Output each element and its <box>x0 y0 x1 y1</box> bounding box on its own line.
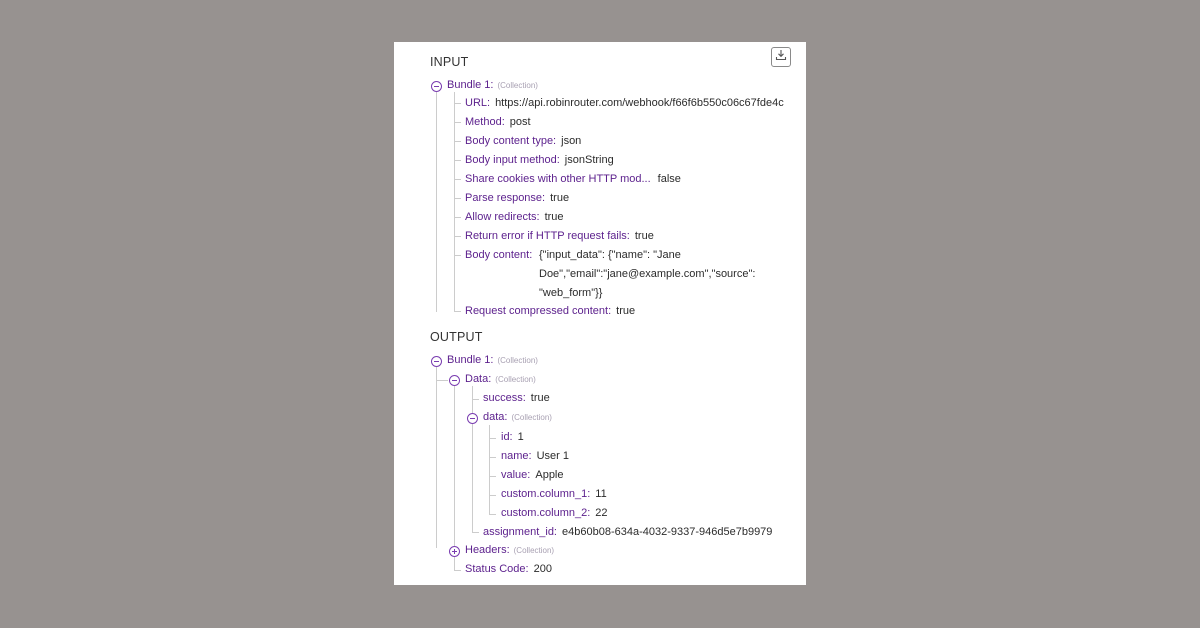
success-key: success: <box>483 392 526 404</box>
tree-line <box>436 367 437 548</box>
input-section-title: INPUT <box>430 55 469 69</box>
inner-data-label: data: <box>483 411 508 423</box>
url-value: https://api.robinrouter.com/webhook/f66f6b550c06c67fde4c <box>495 97 784 109</box>
body-content-line: "web_form"}} <box>539 287 603 299</box>
value-key: value: <box>501 469 531 481</box>
download-button[interactable] <box>771 47 791 67</box>
body-content-value <box>539 246 755 303</box>
data-label: Data: <box>465 373 492 385</box>
tree-line <box>436 380 448 381</box>
collection-tag: (Collection) <box>495 375 536 384</box>
headers-label: Headers: <box>465 544 510 556</box>
name-row <box>501 447 569 466</box>
custom-column-1-value: 11 <box>595 488 607 500</box>
custom-column-2-key: custom.column_2: <box>501 507 591 519</box>
output-bundle-row[interactable] <box>447 351 538 370</box>
tree-line <box>454 217 461 218</box>
success-row <box>483 389 550 408</box>
tree-line <box>454 92 455 312</box>
body-content-line: Doe","email":"jane@example.com","source": <box>539 268 756 280</box>
collection-tag: (Collection) <box>511 413 552 422</box>
status-code-row <box>465 560 552 579</box>
id-value: 1 <box>517 431 524 443</box>
url-row <box>465 94 784 113</box>
output-bundle-label: Bundle 1: <box>447 354 494 366</box>
tree-line <box>454 122 461 123</box>
body-content-type-row <box>465 132 581 151</box>
id-row <box>501 428 524 447</box>
tree-line <box>454 570 461 571</box>
expand-headers-toggle[interactable] <box>449 546 460 557</box>
parse-response-row <box>465 189 569 208</box>
return-error-row <box>465 227 654 246</box>
method-value: post <box>509 116 531 128</box>
output-section-title: OUTPUT <box>430 330 483 344</box>
value-value: Apple <box>535 469 564 481</box>
return-error-value: true <box>634 230 654 242</box>
collapse-data-toggle[interactable] <box>449 375 460 386</box>
name-key: name: <box>501 450 532 462</box>
name-value: User 1 <box>536 450 569 462</box>
tree-line <box>454 236 461 237</box>
body-content-type-value: json <box>561 135 582 147</box>
input-bundle-row[interactable] <box>447 76 538 95</box>
collection-tag: (Collection) <box>497 81 538 90</box>
custom-column-2-value: 22 <box>595 507 608 519</box>
collapse-output-bundle-toggle[interactable] <box>431 356 442 367</box>
share-cookies-value: false <box>657 173 681 185</box>
body-input-method-key: Body input method: <box>465 154 560 166</box>
request-compressed-key: Request compressed content: <box>465 305 612 317</box>
request-compressed-value: true <box>616 305 636 317</box>
tree-line <box>489 514 496 515</box>
tree-line <box>472 399 479 400</box>
tree-line <box>489 438 496 439</box>
tree-line <box>472 532 479 533</box>
tree-line <box>454 160 461 161</box>
tree-line <box>454 103 461 104</box>
request-compressed-row <box>465 302 635 321</box>
data-row[interactable] <box>465 370 536 389</box>
method-row <box>465 113 531 132</box>
inner-data-row[interactable] <box>483 408 552 427</box>
body-input-method-value: jsonString <box>564 154 614 166</box>
return-error-key: Return error if HTTP request fails: <box>465 230 630 242</box>
tree-line <box>454 311 461 312</box>
collapse-input-bundle-toggle[interactable] <box>431 81 442 92</box>
tree-line <box>454 141 461 142</box>
tree-line <box>454 386 455 570</box>
collapse-inner-data-toggle[interactable] <box>467 413 478 424</box>
tree-line <box>454 255 461 256</box>
tree-line <box>489 476 496 477</box>
body-content-key: Body content: <box>465 249 533 261</box>
tree-line <box>436 92 437 312</box>
body-input-method-row <box>465 151 614 170</box>
body-content-row <box>465 246 532 265</box>
status-code-key: Status Code: <box>465 563 529 575</box>
collection-tag: (Collection) <box>513 546 555 555</box>
custom-column-1-key: custom.column_1: <box>501 488 591 500</box>
share-cookies-row <box>465 170 681 189</box>
allow-redirects-key: Allow redirects: <box>465 211 540 223</box>
download-icon <box>775 48 787 66</box>
body-content-type-key: Body content type: <box>465 135 557 147</box>
headers-row[interactable] <box>465 541 554 560</box>
url-key: URL: <box>465 97 491 109</box>
tree-line <box>454 179 461 180</box>
tree-line <box>454 198 461 199</box>
assignment-id-row <box>483 523 772 542</box>
body-content-line: {"input_data": {"name": "Jane <box>539 249 681 261</box>
parse-response-value: true <box>550 192 570 204</box>
tree-line <box>489 457 496 458</box>
status-code-value: 200 <box>533 563 552 575</box>
assignment-id-value: e4b60b08-634a-4032-9337-946d5e7b9979 <box>562 526 773 538</box>
custom-column-2-row <box>501 504 608 523</box>
success-value: true <box>530 392 550 404</box>
parse-response-key: Parse response: <box>465 192 546 204</box>
custom-column-1-row <box>501 485 607 504</box>
tree-line <box>489 495 496 496</box>
assignment-id-key: assignment_id: <box>483 526 557 538</box>
input-bundle-label: Bundle 1: <box>447 79 494 91</box>
id-key: id: <box>501 431 513 443</box>
value-row <box>501 466 564 485</box>
allow-redirects-row <box>465 208 564 227</box>
share-cookies-key: Share cookies with other HTTP mod... <box>465 173 651 185</box>
method-key: Method: <box>465 116 505 128</box>
bundle-inspector-panel <box>394 42 806 585</box>
allow-redirects-value: true <box>544 211 564 223</box>
tree-line <box>472 386 473 532</box>
collection-tag: (Collection) <box>497 356 538 365</box>
